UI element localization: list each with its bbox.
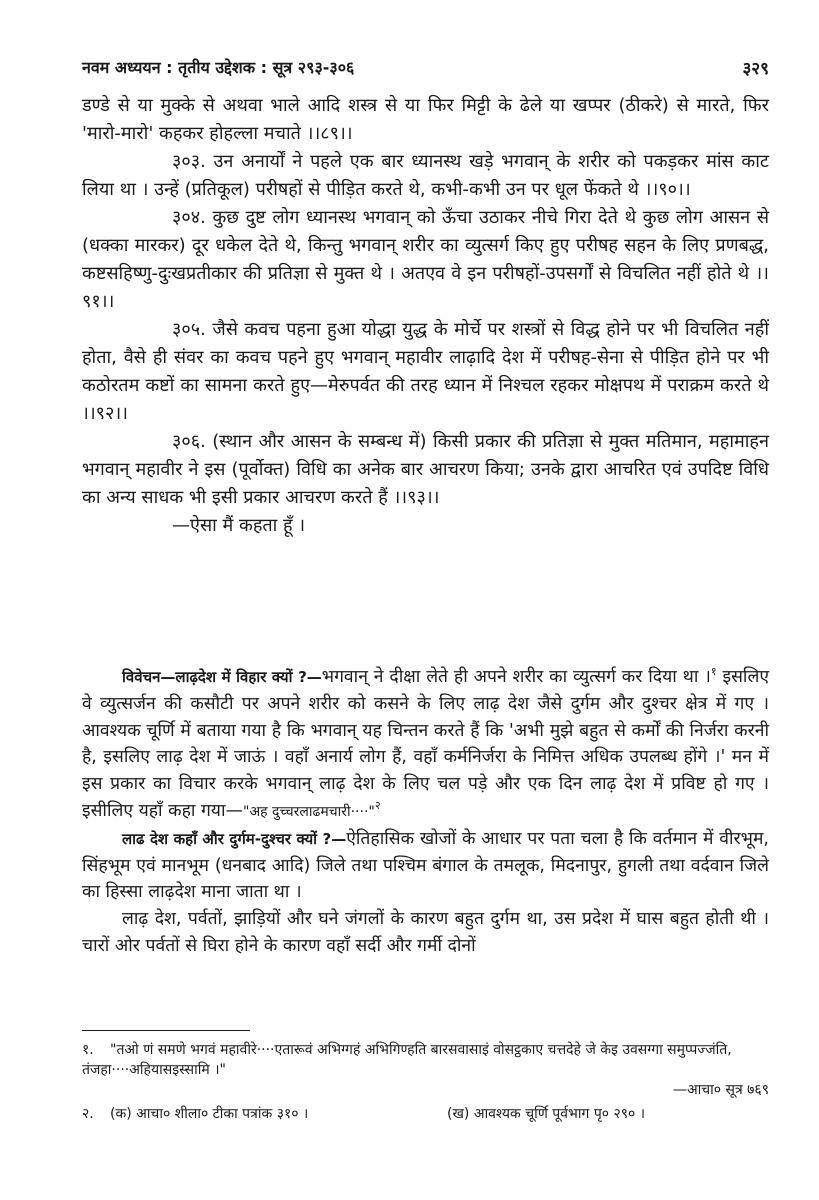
page-number: ३२९ — [742, 59, 769, 79]
footnote-ref-2: २ — [374, 799, 381, 813]
paragraph-303: ३०३. उन अनार्यों ने पहले एक बार ध्यानस्थ खड़े भगवान् के शरीर को पकड़कर मांस काट लिया था । उन्हें (प्रतिकूल) परीषहों से पीड़ित करते थे, कभी-कभी उन पर धूल फेंकते थे ।।९०।। — [82, 151, 769, 200]
paragraph-306: ३०६. (स्थान और आसन के सम्बन्ध में) किसी प्रकार की प्रतिज्ञा से मुक्त मतिमान, महामाहन भगवान् महावीर ने इस (पूर्वोक्त) विधि का अनेक बार आचरण किया; उनके द्वारा आचरित एवं उपदिष्ट विधि का अन्य साधक भी इसी प्रकार आचरण करते हैं ।।९३।। — [82, 431, 769, 508]
footnote-number: १. — [82, 1042, 94, 1058]
running-header — [82, 56, 769, 82]
commentary-text: भगवान् ने दीक्षा लेते ही अपने शरीर का व्युत्सर्ग कर दिया था । — [321, 667, 711, 687]
footnote-text: "तओ णं समणे भगवं महावीरे····एतारूवं अभिग्गहं अभिगिण्हति बारसवासाइं वोसट्ठकाए चत्तदेहे जे केइ उवसग्गा समुप्पज्जंति, तंजहा····अहियासइस्सामि ।" — [82, 1042, 732, 1078]
paragraph-304: ३०४. कुछ दुष्ट लोग ध्यानस्थ भगवान् को ऊँचा उठाकर नीचे गिरा देते थे कुछ लोग आसन से (धक्का मारकर) दूर धकेल देते थे, किन्तु भगवान् शरीर का व्युत्सर्ग किए हुए परीषह सहन के लिए प्रणबद्ध, कष्टसहिष्णु-दुःखप्रतीकार की प्रतिज्ञा से मुक्त थे । अतएव वे इन परीषहों-उपसर्गों से विचलित नहीं होते थे ।।९१।। — [82, 207, 769, 312]
sutra-translation — [82, 92, 769, 540]
closing-saying: —ऐसा मैं कहता हूँ । — [172, 515, 306, 536]
commentary-text: ऐतिहासिक खोजों के आधार पर पता चला है कि वर्तमान में वीरभूम, सिंहभूम एवं मानभूम (धनबाद आदि) जिले तथा पश्चिम बंगाल के तमलूक, मिदनापुर, हुगली तथा वर्दवान जिले का हिस्सा लाढ़देश माना जाता था । — [82, 828, 769, 903]
commentary-paragraph-2 — [82, 826, 769, 906]
commentary-paragraph-3: लाढ़ देश, पर्वतों, झाड़ियों और घने जंगलों के कारण बहुत दुर्गम था, उस प्रदेश में घास बहुत होती थी । चारों ओर पर्वतों से घिरा होने के कारण वहाँ सर्दी और गर्मी दोनों — [82, 909, 769, 956]
paragraph-89: डण्डे से या मुक्के से अथवा भाले आदि शस्त्र से या फिर मिट्टी के ढेले या खप्पर (ठीकरे) से मारते, फिर 'मारो-मारो' कहकर होहल्ला मचाते ।।८९।। — [82, 95, 769, 144]
footnote-1 — [82, 1040, 769, 1080]
commentary-text: इसलिए वे व्युत्सर्जन की कसौटी पर अपने शरीर को कसने के लिए लाढ़ देश जैसे दुर्गम और दुश्चर क्षेत्र में गए । आवश्यक चूर्णि में बताया गया है कि भगवान् यह चिन्तन करते हैं कि 'अभी मुझे बहुत से कर्मों की निर्जरा करनी है, इसलिए लाढ़ देश में जाऊं । वहाँ अनार्य लोग हैं, वहाँ कर्मनिर्जरा के निमित्त अधिक उपलब्ध होंगे ।' मन में इस प्रकार का विचार करके भगवान् लाढ़ देश के लिए चल पड़े और एक दिन लाढ़ देश में प्रविष्ट हो गए । इसीलिए यहाँ कहा गया— — [82, 667, 770, 821]
paragraph-305: ३०५. जैसे कवच पहना हुआ योद्धा युद्ध के मोर्चे पर शस्त्रों से विद्ध होने पर भी विचलित नहीं होता, वैसे ही संवर का कवच पहने हुए भगवान् महावीर लाढ़ादि देश में परीषह-सेना से पीड़ित होने पर भी कठोरतम कष्टों का सामना करते हुए—मेरुपर्वत की तरह ध्यान में निश्चल रहकर मोक्षपथ में पराक्रम करते थे ।।९२।। — [82, 319, 769, 424]
chapter-title: नवम अध्ययन : तृतीय उद्देशक : सूत्र २९३-३०६ — [82, 58, 355, 77]
footnotes — [82, 1040, 769, 1128]
prakrit-quote: "अह दुच्चरलाढमचारी····" — [243, 803, 375, 820]
footnote-2-right: (ख) आवश्यक चूर्णि पूर्वभाग पृ० २९० । — [447, 1106, 646, 1122]
footnote-2 — [82, 1104, 769, 1128]
footnote-text: (क) आचा० शीला० टीका पत्रांक ३१० । — [110, 1106, 309, 1122]
footnote-ref-1: १ — [710, 665, 717, 679]
commentary-paragraph-1 — [82, 664, 769, 826]
footnote-2-left — [82, 1104, 308, 1124]
commentary-heading: विवेचन—लाढ़देश में विहार क्यों ?— — [122, 668, 322, 686]
footnote-1-reference: —आचा० सूत्र ७६९ — [672, 1082, 769, 1098]
commentary-section — [82, 664, 769, 960]
footnote-number: २. — [82, 1106, 94, 1122]
sub-heading: लाढ देश कहाँ और दुर्गम-दुश्चर क्यों ?— — [122, 829, 347, 848]
footnote-divider — [82, 1030, 250, 1031]
